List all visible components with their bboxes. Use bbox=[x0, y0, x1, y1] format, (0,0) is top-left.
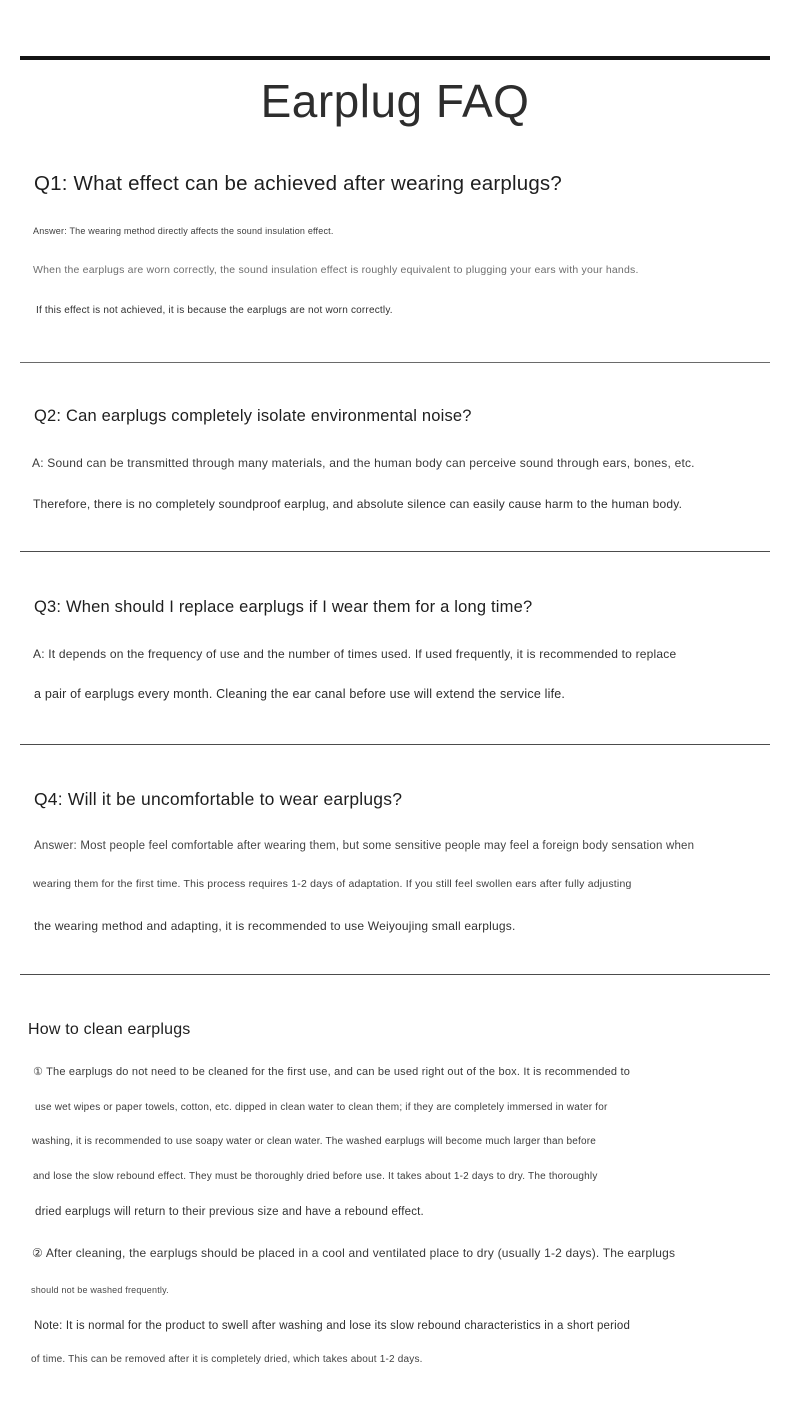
answer-line: a pair of earplugs every month. Cleaning the ear canal before use will extend the service life. bbox=[34, 687, 566, 701]
answer-line: Therefore, there is no completely soundproof earplug, and absolute silence can easily cause harm to the human body. bbox=[33, 497, 683, 511]
cleaning-instruction-line: dried earplugs will return to their previous size and have a rebound effect. bbox=[35, 1206, 424, 1218]
cleaning-section-heading: How to clean earplugs bbox=[28, 1021, 191, 1038]
page-title: Earplug FAQ bbox=[260, 75, 530, 127]
answer-line: wearing them for the first time. This process requires 1-2 days of adaptation. If you still feel swollen ears after fully adjusting bbox=[33, 878, 632, 890]
section-divider bbox=[20, 362, 770, 363]
answer-line: A: It depends on the frequency of use and the number of times used. If used frequently, it is recommended to replace bbox=[33, 647, 677, 661]
top-rule bbox=[20, 56, 770, 60]
answer-line: A: Sound can be transmitted through many materials, and the human body can perceive sound through ears, bones, etc. bbox=[32, 456, 695, 470]
question-heading-q2: Q2: Can earplugs completely isolate environmental noise? bbox=[34, 407, 472, 425]
answer-line: Answer: Most people feel comfortable after wearing them, but some sensitive people may feel a foreign body sensation when bbox=[34, 840, 695, 852]
cleaning-instruction-line: ① The earplugs do not need to be cleaned for the first use, and can be used right out of the box. It is recommended to bbox=[33, 1066, 631, 1078]
question-heading-q4: Q4: Will it be uncomfortable to wear earplugs? bbox=[34, 789, 403, 809]
answer-line: Answer: The wearing method directly affects the sound insulation effect. bbox=[33, 226, 334, 236]
question-heading-q3: Q3: When should I replace earplugs if I wear them for a long time? bbox=[34, 598, 533, 616]
cleaning-instruction-line: should not be washed frequently. bbox=[31, 1285, 169, 1295]
cleaning-instruction-line: use wet wipes or paper towels, cotton, etc. dipped in clean water to clean them; if they are completely immersed in water for bbox=[35, 1102, 608, 1113]
cleaning-instruction-line: and lose the slow rebound effect. They must be thoroughly dried before use. It takes about 1-2 days to dry. The thoroughly bbox=[33, 1171, 598, 1182]
cleaning-note-line: Note: It is normal for the product to swell after washing and lose its slow rebound characteristics in a short period bbox=[34, 1320, 631, 1332]
section-divider bbox=[20, 974, 770, 975]
question-heading-q1: Q1: What effect can be achieved after wearing earplugs? bbox=[34, 172, 562, 195]
answer-line: the wearing method and adapting, it is recommended to use Weiyoujing small earplugs. bbox=[34, 919, 516, 933]
answer-line: When the earplugs are worn correctly, the sound insulation effect is roughly equivalent to plugging your ears with your hands. bbox=[33, 264, 639, 276]
cleaning-instruction-line: ② After cleaning, the earplugs should be placed in a cool and ventilated place to dry (usually 1-2 days). The earplugs bbox=[32, 1246, 676, 1260]
section-divider bbox=[20, 551, 770, 552]
answer-line: If this effect is not achieved, it is because the earplugs are not worn correctly. bbox=[36, 305, 393, 316]
cleaning-note-line: of time. This can be removed after it is completely dried, which takes about 1-2 days. bbox=[31, 1354, 423, 1365]
cleaning-instruction-line: washing, it is recommended to use soapy water or clean water. The washed earplugs will become much larger than before bbox=[32, 1136, 597, 1147]
section-divider bbox=[20, 744, 770, 745]
